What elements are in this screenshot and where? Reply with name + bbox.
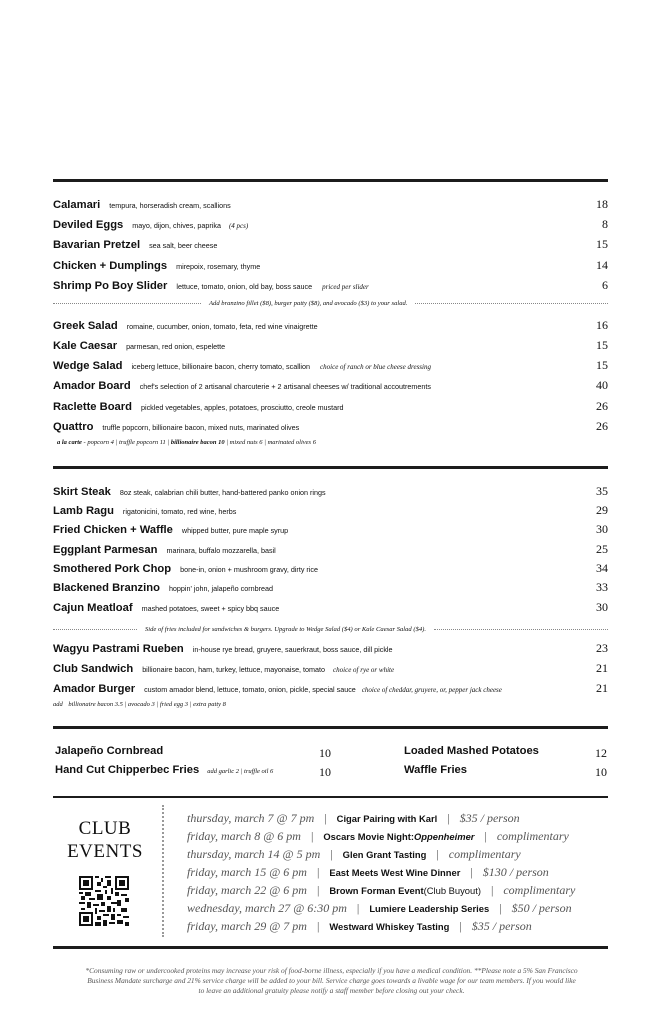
event-price: $50 / person	[511, 901, 572, 915]
menu-item	[53, 542, 608, 558]
item-name: Loaded Mashed Potatoes	[404, 745, 539, 757]
item-name: Skirt Steak	[53, 486, 111, 498]
event-date: thursday, march 14 @ 5 pm	[187, 847, 321, 861]
bottom-rule	[53, 946, 608, 949]
item-description: mirepoix, rosemary, thyme	[176, 262, 261, 271]
fries-note: Side of fries included for sandwiches & burgers. Upgrade to Wedge Salad ($4) or Kale Caesar Salad ($4).	[145, 625, 427, 633]
burger-addons-list: add billionaire bacon 3.5 | avocado 3 | fried egg 3 | extra patty 8	[53, 701, 226, 708]
item-description: whipped butter, pure maple syrup	[181, 526, 289, 535]
event-title: Cigar Pairing with Karl	[336, 813, 438, 824]
item-name: Waffle Fries	[404, 764, 467, 776]
item-description: billionaire bacon, ham, turkey, lettuce, mayonaise, tomato	[142, 665, 326, 674]
a-la-carte-label: a la carte	[57, 439, 82, 446]
event-price: $130 / person	[482, 865, 549, 879]
dotted-divider	[53, 629, 137, 630]
event-title: Brown Forman Event	[329, 885, 424, 896]
menu-item	[53, 503, 608, 519]
item-description: lettuce, tomato, onion, old bay, boss sauce	[176, 282, 313, 291]
item-name: Cajun Meatloaf	[53, 602, 133, 614]
event-row: thursday, march 7 @ 7 pm | Cigar Pairing with Karl | $35 / person	[187, 811, 520, 825]
addon-item: truffle popcorn 11	[118, 439, 166, 446]
item-description: rigatonicini, tomato, red wine, herbs	[122, 507, 237, 516]
event-row: friday, march 15 @ 6 pm | East Meets West Wine Dinner | $130 / person	[187, 865, 549, 879]
section-rule	[53, 726, 608, 729]
item-price: 35	[596, 484, 608, 498]
item-description: hoppin' john, jalapeño cornbread	[168, 584, 274, 593]
salad-addon-divider	[53, 298, 608, 308]
item-description: bone-in, onion + mushroom gravy, dirty rice	[180, 565, 318, 574]
event-row: friday, march 29 @ 7 pm | Westward Whiskey Tasting | $35 / person	[187, 919, 532, 933]
event-date: wednesday, march 27 @ 6:30 pm	[187, 901, 347, 915]
item-price: 18	[596, 197, 608, 211]
section-rule	[53, 466, 608, 469]
item-price: 21	[596, 661, 608, 675]
addon-item: mixed nuts 6	[229, 439, 263, 446]
item-note: choice of ranch or blue cheese dressing	[320, 363, 431, 371]
event-date: friday, march 15 @ 6 pm	[187, 865, 307, 879]
item-description: mashed potatoes, sweet + spicy bbq sauce	[141, 604, 280, 613]
item-name: Amador Board	[53, 380, 131, 392]
item-price: 15	[596, 237, 608, 251]
addon-item: marinated olives 6	[267, 439, 316, 446]
item-name: Eggplant Parmesan	[53, 544, 158, 556]
item-name: Shrimp Po Boy Slider	[53, 280, 168, 292]
event-price: complimentary	[496, 829, 569, 843]
addon-item: billionaire bacon 10	[170, 439, 225, 446]
event-title: Glen Grant Tasting	[342, 849, 427, 860]
item-price: 14	[596, 258, 608, 272]
item-description: iceberg lettuce, billionaire bacon, cherry tomato, scallion	[131, 362, 311, 371]
event-price: $35 / person	[459, 811, 520, 825]
item-name: Greek Salad	[53, 320, 118, 332]
event-title: Westward Whiskey Tasting	[329, 921, 450, 932]
item-description: chef's selection of 2 artisanal charcuterie + 2 artisanal cheeses w/ traditional accoutrements	[139, 382, 431, 391]
item-description: romaine, cucumber, onion, tomato, feta, red wine vinaigrette	[126, 322, 318, 331]
event-row: friday, march 22 @ 6 pm | Brown Forman Event (Club Buyout) | complimentary	[187, 883, 576, 897]
item-price: 10	[319, 765, 331, 779]
item-price: 16	[596, 318, 608, 332]
club-events-title	[65, 817, 145, 863]
menu-item	[53, 399, 608, 415]
item-name: Jalapeño Cornbread	[55, 745, 164, 757]
menu-item	[53, 600, 608, 616]
club-events-title-line: EVENTS	[67, 841, 143, 862]
menu-item	[53, 197, 608, 213]
item-price: 25	[596, 542, 608, 556]
item-description: mayo, dijon, chives, paprika	[132, 221, 221, 230]
item-price: 8	[602, 217, 608, 231]
item-price: 29	[596, 503, 608, 517]
item-name: Hand Cut Chipperbec Fries	[55, 764, 200, 776]
event-date: friday, march 29 @ 7 pm	[187, 919, 307, 933]
event-title: Oscars Movie Night:	[323, 831, 414, 842]
item-name: Calamari	[53, 199, 101, 211]
item-name: Blackened Branzino	[53, 582, 160, 594]
side-item	[404, 745, 539, 761]
side-item	[55, 764, 273, 780]
item-description: 8oz steak, calabrian chili butter, hand-battered panko onion rings	[119, 488, 326, 497]
item-note: add garlic 2 | truffle oil 6	[207, 768, 274, 775]
item-name: Smothered Pork Chop	[53, 563, 172, 575]
item-note: choice of rye or white	[333, 666, 395, 674]
section-rule	[53, 796, 608, 798]
event-subtitle: (Club Buyout)	[423, 885, 481, 896]
menu-item	[53, 217, 608, 233]
event-date: thursday, march 7 @ 7 pm	[187, 811, 315, 825]
menu-item	[53, 561, 608, 577]
event-price: $35 / person	[471, 919, 532, 933]
item-description: in-house rye bread, gruyere, sauerkraut, boss sauce, dill pickle	[192, 645, 393, 654]
item-name: Wagyu Pastrami Rueben	[53, 643, 184, 655]
item-price: 15	[596, 338, 608, 352]
menu-item	[53, 258, 608, 274]
addons-label: add	[53, 701, 63, 708]
item-description: pickled vegetables, apples, potatoes, prosciutto, creole mustard	[140, 403, 344, 412]
event-date: friday, march 22 @ 6 pm	[187, 883, 307, 897]
event-row: friday, march 8 @ 6 pm | Oscars Movie Night: Oppenheimer | complimentary	[187, 829, 569, 843]
item-price: 33	[596, 580, 608, 594]
addon-item: avocado 3	[127, 701, 155, 708]
menu-item	[53, 338, 608, 354]
dotted-divider	[162, 805, 164, 937]
item-price: 15	[596, 358, 608, 372]
item-name: Quattro	[53, 421, 94, 433]
item-name: Raclette Board	[53, 401, 132, 413]
event-price: complimentary	[448, 847, 521, 861]
top-rule	[53, 179, 608, 182]
item-price: 34	[596, 561, 608, 575]
menu-item	[53, 641, 608, 657]
item-price: 40	[596, 378, 608, 392]
item-note: (4 pcs)	[228, 222, 249, 230]
a-la-carte-list: a la carte - popcorn 4 | truffle popcorn 11 | billionaire bacon 10 | mixed nuts 6 | marinated olives 6	[57, 439, 316, 446]
menu-item	[53, 661, 608, 677]
item-description: tempura, horseradish cream, scallions	[109, 201, 231, 210]
item-description: marinara, buffalo mozzarella, basil	[166, 546, 276, 555]
menu-item	[53, 484, 608, 500]
item-price: 26	[596, 399, 608, 413]
item-name: Amador Burger	[53, 683, 136, 695]
fries-note-divider	[53, 624, 608, 634]
item-note: choice of cheddar, gruyere, or, pepper jack cheese	[361, 686, 502, 694]
menu-item	[53, 522, 608, 538]
menu-item	[53, 237, 608, 253]
item-price: 26	[596, 419, 608, 433]
event-row: wednesday, march 27 @ 6:30 pm | Lumiere Leadership Series | $50 / person	[187, 901, 572, 915]
addon-item: popcorn 4	[87, 439, 114, 446]
dotted-divider	[434, 629, 608, 630]
salad-addon-note: Add branzino fillet ($8), burger patty ($8), and avocado ($3) to your salad.	[209, 299, 408, 307]
item-name: Fried Chicken + Waffle	[53, 524, 173, 536]
club-events-title-line: CLUB	[78, 818, 132, 839]
item-price: 12	[595, 746, 607, 760]
item-price: 6	[602, 278, 608, 292]
item-price: 10	[319, 746, 331, 760]
menu-item	[53, 358, 608, 374]
menu-item	[53, 580, 608, 596]
event-title: Lumiere Leadership Series	[369, 903, 490, 914]
event-title: East Meets West Wine Dinner	[329, 867, 461, 878]
menu-item	[53, 278, 608, 294]
menu-item	[53, 378, 608, 394]
addon-item: fried egg 3	[159, 701, 189, 708]
item-price: 10	[595, 765, 607, 779]
addon-item: extra patty 8	[193, 701, 226, 708]
item-name: Bavarian Pretzel	[53, 239, 141, 251]
event-title-film: Oppenheimer	[414, 831, 475, 842]
dotted-divider	[415, 303, 608, 304]
event-price: complimentary	[503, 883, 576, 897]
item-name: Kale Caesar	[53, 340, 118, 352]
footer-disclaimer: *Consuming raw or undercooked proteins may increase your risk of food-borne illness, especially if you have a medical condition. **Please note a 5% San Francisco Business Mandate surcharge and 21% service charge will be added to your bill. Service charge goes towards a livable wage for our team members. If you would like to leave an additional gratuity please notify a staff member before closing out your check.	[85, 966, 578, 995]
item-name: Chicken + Dumplings	[53, 260, 168, 272]
item-description: sea salt, beer cheese	[149, 241, 218, 250]
item-name: Deviled Eggs	[53, 219, 124, 231]
menu-item	[53, 419, 608, 435]
event-date: friday, march 8 @ 6 pm	[187, 829, 301, 843]
dotted-divider	[53, 303, 201, 304]
item-name: Club Sandwich	[53, 663, 134, 675]
menu-item	[53, 318, 608, 334]
item-price: 21	[596, 681, 608, 695]
addon-item: billionaire bacon 3.5	[68, 701, 123, 708]
item-name: Lamb Ragu	[53, 505, 114, 517]
item-price: 30	[596, 600, 608, 614]
menu-item	[53, 681, 608, 697]
item-note: priced per slider	[322, 283, 369, 291]
item-name: Wedge Salad	[53, 360, 123, 372]
item-price: 30	[596, 522, 608, 536]
event-row: thursday, march 14 @ 5 pm | Glen Grant Tasting | complimentary	[187, 847, 521, 861]
item-price: 23	[596, 641, 608, 655]
side-item	[55, 745, 163, 761]
side-item	[404, 764, 467, 780]
item-description: truffle popcorn, billionaire bacon, mixed nuts, marinated olives	[102, 423, 300, 432]
qr-code-icon[interactable]	[79, 876, 129, 926]
item-description: custom amador blend, lettuce, tomato, onion, pickle, special sauce	[144, 685, 356, 694]
item-description: parmesan, red onion, espelette	[126, 342, 226, 351]
